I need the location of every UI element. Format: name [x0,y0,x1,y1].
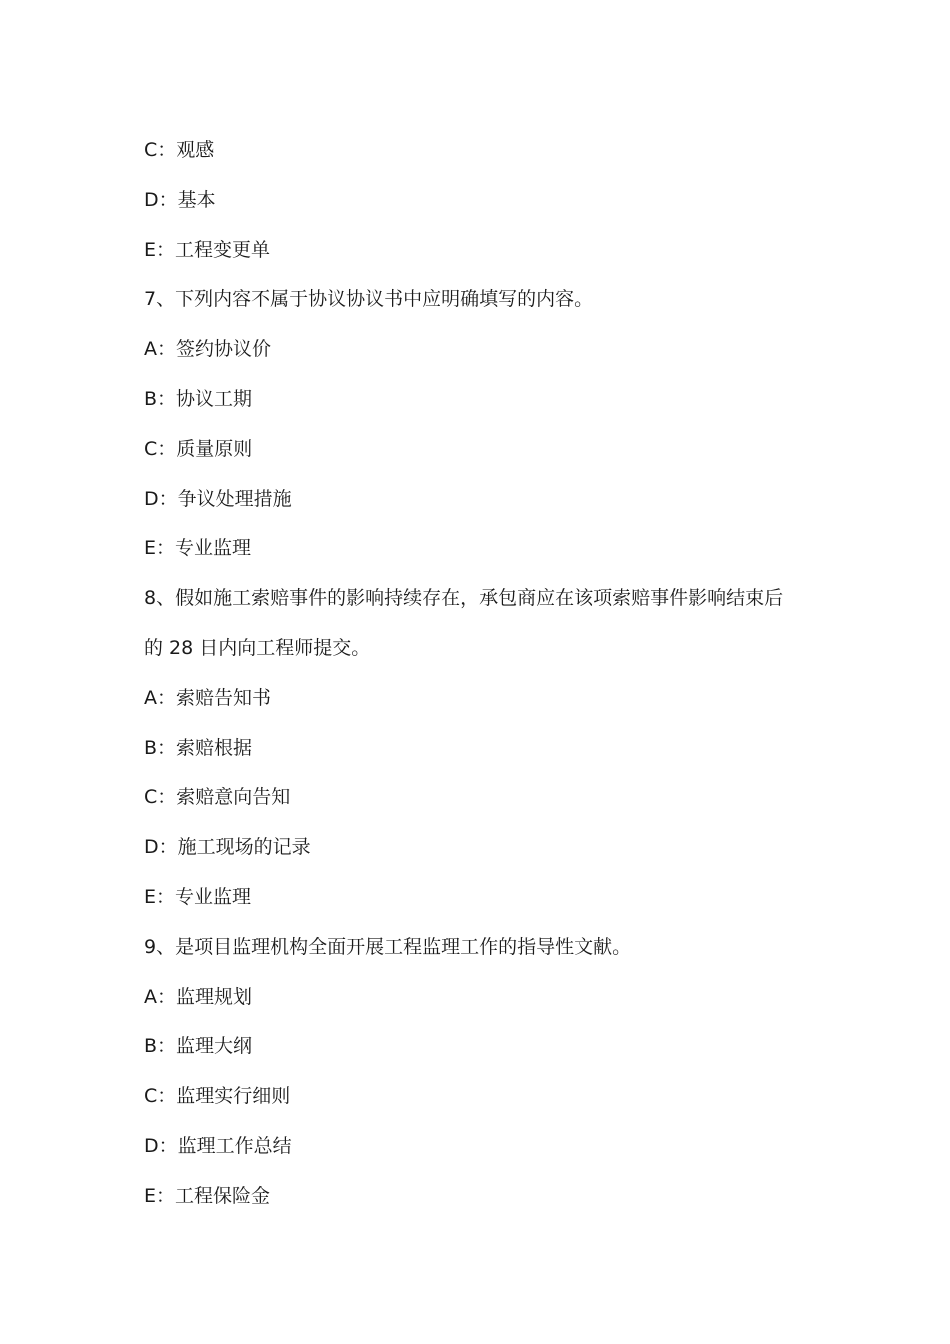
option-d-q6: D：基本 [144,188,216,211]
option-c-q9: C：监理实行细则 [144,1085,291,1108]
option-a-q7: A：签约协议价 [144,338,271,361]
option-e-q8: E：专业监理 [144,885,252,908]
option-e-q6: E：工程变更单 [144,238,271,261]
question-8-line-1: 8、假如施工索赔事件的影响持续存在，承包商应在该项索赔事件影响结束后 [144,587,784,610]
option-b-q8: B：索赔根据 [144,736,253,759]
question-9: 9、是项目监理机构全面开展工程监理工作的指导性文献。 [144,935,632,958]
document-body [144,135,824,1231]
question-8-line-2: 的 28 日内向工程师提交。 [144,636,371,659]
option-d-q9: D：监理工作总结 [144,1134,292,1157]
option-a-q8: A：索赔告知书 [144,686,271,709]
option-c-q7: C：质量原则 [144,437,253,460]
option-e-q7: E：专业监理 [144,537,252,560]
option-d-q8: D：施工现场的记录 [144,836,311,859]
option-c-q6: C：观感 [144,139,215,161]
option-b-q9: B：监理大纲 [144,1035,253,1058]
option-e-q9: E：工程保险金 [144,1184,271,1207]
option-d-q7: D：争议处理措施 [144,487,292,510]
question-7: 7、下列内容不属于协议协议书中应明确填写的内容。 [144,288,594,311]
option-c-q8: C：索赔意向告知 [144,786,291,809]
option-b-q7: B：协议工期 [144,387,253,410]
option-a-q9: A：监理规划 [144,985,252,1008]
